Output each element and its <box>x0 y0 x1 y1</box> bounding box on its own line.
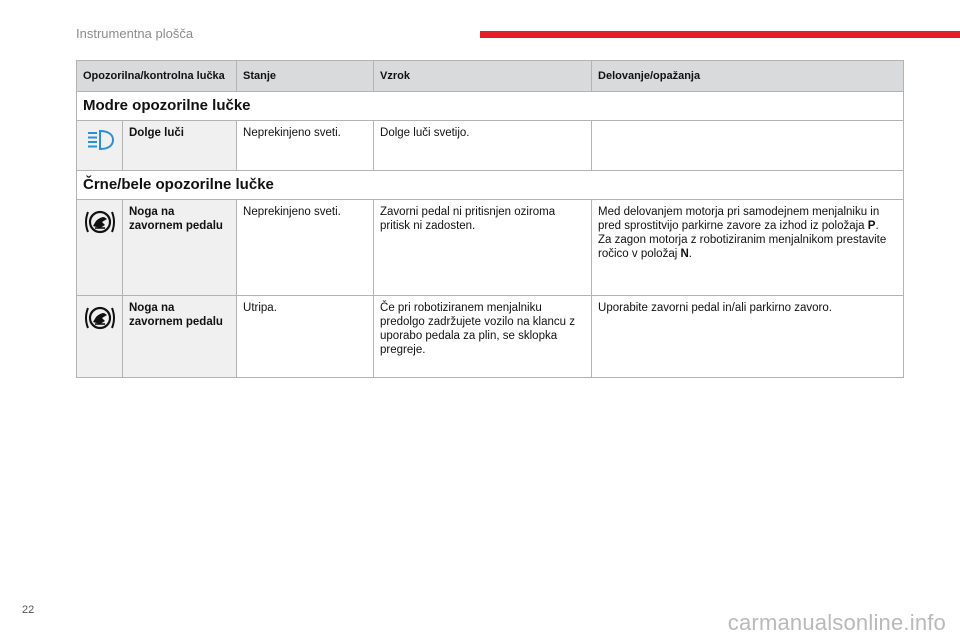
light-action <box>592 200 904 296</box>
icon-cell <box>77 296 123 378</box>
section-black-white-lights <box>77 171 904 200</box>
gear-position-p: P <box>867 220 876 232</box>
light-name: Noga na zavornem pedalu <box>123 200 237 296</box>
icon-cell <box>77 121 123 171</box>
light-state: Utripa. <box>237 296 374 378</box>
light-name: Noga na zavornem pedalu <box>123 296 237 378</box>
table-row <box>77 200 904 296</box>
foot-on-brake-icon <box>83 208 117 240</box>
action-text: Med delovanjem motorja pri samodejnem menjalniku in pred sprostitvijo parkirne zavore za izhod iz položaja <box>598 206 880 232</box>
column-header-state: Stanje <box>237 61 374 92</box>
light-state: Neprekinjeno sveti. <box>237 121 374 171</box>
column-header-light: Opozorilna/kontrolna lučka <box>77 61 237 92</box>
table-row <box>77 296 904 378</box>
action-text: Za zagon motorja z robotiziranim menjalnikom prestavite ročico v položaj <box>598 234 887 260</box>
page-number: 22 <box>22 604 35 616</box>
column-header-action: Delovanje/opažanja <box>592 61 904 92</box>
light-action: Uporabite zavorni pedal in/ali parkirno zavoro. <box>592 296 904 378</box>
section-blue-lights <box>77 92 904 121</box>
table-header-row <box>77 61 904 92</box>
light-action <box>592 121 904 171</box>
gear-position-n: N <box>680 248 689 260</box>
table-row <box>77 121 904 171</box>
column-header-cause: Vzrok <box>374 61 592 92</box>
section-title: Črne/bele opozorilne lučke <box>77 171 904 200</box>
light-cause: Dolge luči svetijo. <box>374 121 592 171</box>
light-name: Dolge luči <box>123 121 237 171</box>
action-text-end: . <box>875 220 879 232</box>
icon-cell <box>77 200 123 296</box>
watermark: carmanualsonline.info <box>727 610 946 635</box>
light-state: Neprekinjeno sveti. <box>237 200 374 296</box>
light-cause: Zavorni pedal ni pritisnjen oziroma pritisk ni zadosten. <box>374 200 592 296</box>
high-beam-icon <box>85 129 115 155</box>
header-accent-bar <box>480 31 960 38</box>
page-header-title: Instrumentna plošča <box>76 26 194 41</box>
foot-on-brake-icon <box>83 304 117 336</box>
warning-lights-table <box>76 60 904 378</box>
action-text-end: . <box>688 248 692 260</box>
light-cause: Če pri robotiziranem menjalniku predolgo zadržujete vozilo na klancu z uporabo pedala za plin, se sklopka pregreje. <box>374 296 592 378</box>
section-title: Modre opozorilne lučke <box>77 92 904 121</box>
